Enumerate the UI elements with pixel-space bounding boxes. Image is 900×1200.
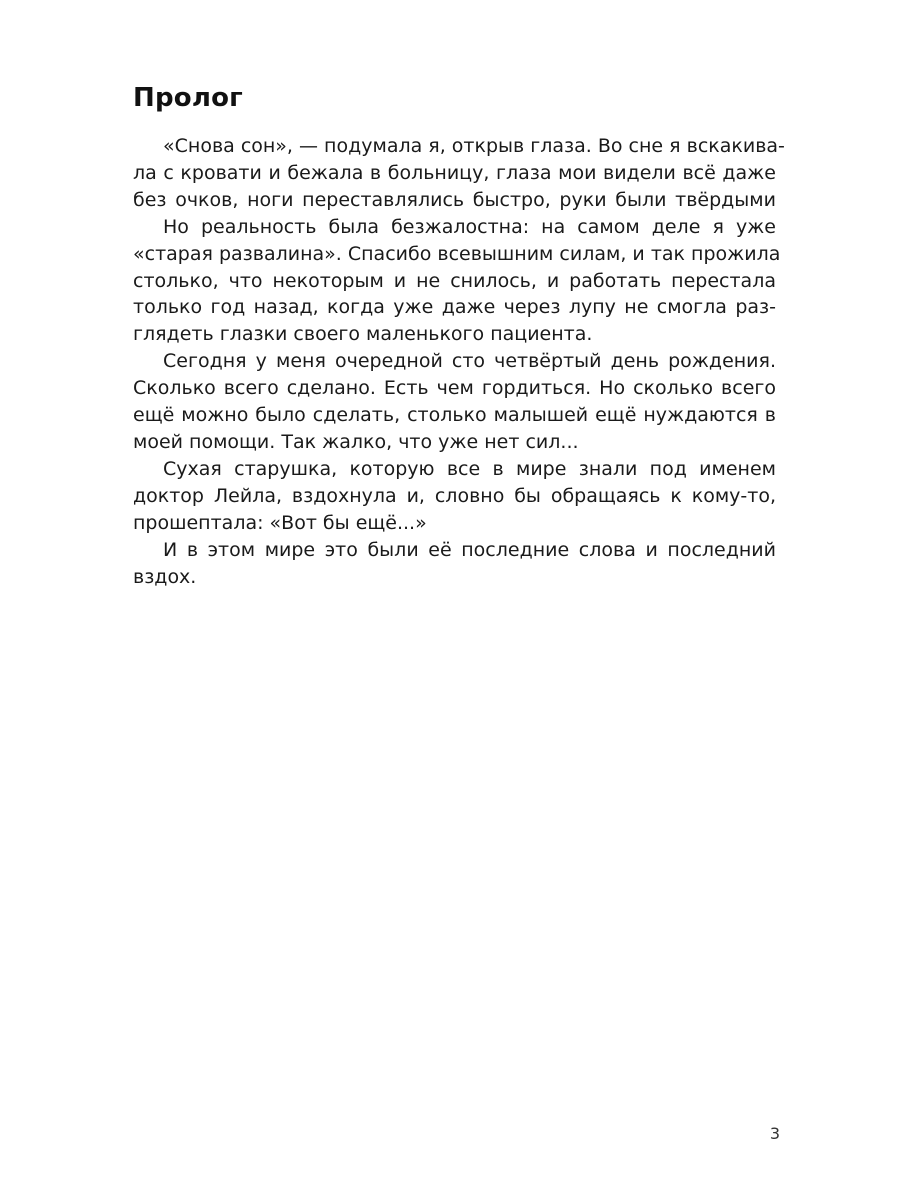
- text-line: «Снова сон», — подумала я, открыв глаза. Во сне я вскакива-: [163, 135, 785, 157]
- paragraph: [133, 537, 776, 591]
- text-line: глядеть глазки своего маленького пациента.: [133, 323, 593, 346]
- paragraph: [133, 133, 785, 214]
- text-line: ещё можно было сделать, столько малышей ещё нуждаются в: [133, 404, 776, 427]
- text-line: ла с кровати и бежала в больницу, глаза мои видели всё даже: [133, 161, 776, 184]
- text-line: только год назад, когда уже даже через лупу не смогла раз-: [133, 296, 776, 319]
- text-line: без очков, ноги переставлялись быстро, руки были твёрдыми: [133, 188, 776, 211]
- text-line: И в этом мире это были её последние слова и последний: [163, 538, 776, 561]
- text-line: доктор Лейла, вздохнула и, словно бы обращаясь к кому-то,: [133, 484, 776, 507]
- text-line: вздох.: [133, 565, 197, 588]
- text-line: Но реальность была безжалостна: на самом деле я уже: [163, 215, 776, 238]
- chapter-title: Пролог: [133, 83, 243, 113]
- text-line: Сколько всего сделано. Есть чем гордиться. Но сколько всего: [133, 377, 776, 400]
- text-line: «старая развалина». Спасибо всевышним силам, и так прожила: [133, 242, 781, 265]
- paragraph: [133, 348, 776, 456]
- text-line: моей помощи. Так жалко, что уже нет сил...: [133, 430, 579, 453]
- text-line: столько, что некоторым и не снилось, и работать перестала: [133, 269, 776, 292]
- text-line: прошептала: «Вот бы ещё...»: [133, 511, 427, 534]
- paragraph: [133, 456, 776, 537]
- paragraph: [133, 214, 781, 349]
- page-number: 3: [769, 1124, 780, 1143]
- text-line: Сухая старушка, которую все в мире знали под именем: [163, 457, 776, 480]
- text-body: [133, 133, 785, 590]
- text-line: Сегодня у меня очередной сто четвёртый день рождения.: [163, 350, 776, 373]
